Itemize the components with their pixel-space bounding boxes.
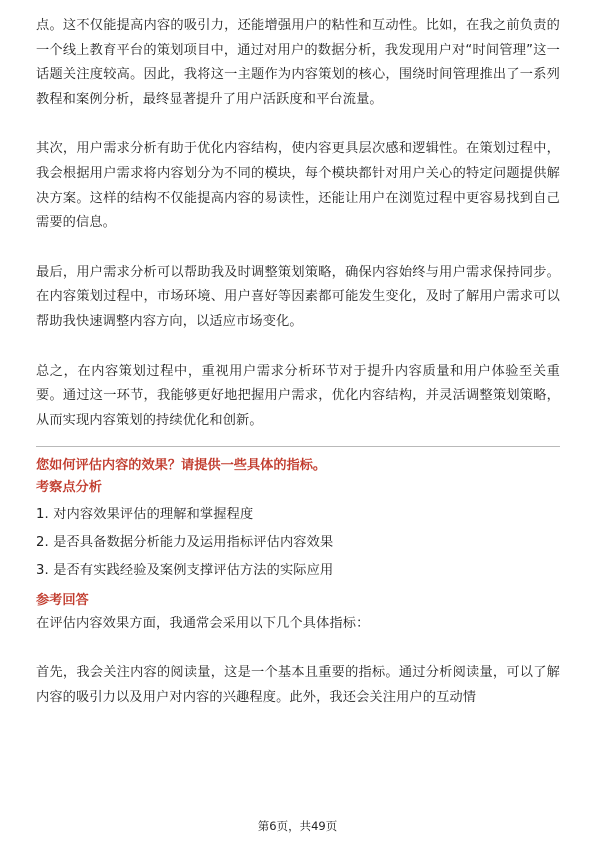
question-heading: 您如何评估内容的效果？请提供一些具体的指标。 bbox=[36, 458, 327, 474]
analysis-item: 2. 是否具备数据分析能力及运用指标评估内容效果 bbox=[36, 534, 334, 550]
reference-paragraph: 首先，我会关注内容的阅读量，这是一个基本且重要的指标。通过分析阅读量，可以了解内容的吸引力以及用户对内容的兴趣程度。此外，我还会关注用户的互动情 bbox=[36, 665, 560, 705]
page-footer: 第6页，共49页 bbox=[257, 819, 338, 833]
body-paragraph: 总之，在内容策划过程中，重视用户需求分析环节对于提升内容质量和用户体验至关重要。通过这一环节，我能够更好地把握用户需求，优化内容结构，并灵活调整策划策略，从而实现内容策划的持续优化和创新。 bbox=[36, 363, 560, 428]
body-paragraph: 其次，用户需求分析有助于优化内容结构，使内容更具层次感和逻辑性。在策划过程中，我会根据用户需求将内容划分为不同的模块，每个模块都针对用户关心的特定问题提供解决方案。这样的结构不仅能提高内容的易读性，还能让用户在浏览过程中更容易找到自己需要的信息。 bbox=[36, 141, 560, 231]
body-paragraph: 点。这不仅能提高内容的吸引力，还能增强用户的粘性和互动性。比如，在我之前负责的一个线上教育平台的策划项目中，通过对用户的数据分析，我发现用户对“时间管理”这一话题关注度较高。因此，我将这一主题作为内容策划的核心，围绕时间管理推出了一系列教程和案例分析，最终显著提升了用户活跃度和平台流量。 bbox=[36, 18, 560, 107]
section-divider bbox=[36, 446, 560, 447]
analysis-label: 考察点分析 bbox=[36, 480, 102, 496]
reference-intro: 在评估内容效果方面，我通常会采用以下几个具体指标： bbox=[36, 616, 370, 632]
analysis-item: 1. 对内容效果评估的理解和掌握程度 bbox=[36, 507, 254, 523]
paragraph-spacer bbox=[36, 236, 560, 261]
analysis-list bbox=[36, 501, 560, 584]
paragraph-spacer bbox=[36, 335, 560, 360]
body-paragraph: 最后，用户需求分析可以帮助我及时调整策划策略，确保内容始终与用户需求保持同步。在内容策划过程中，市场环境、用户喜好等因素都可能发生变化，及时了解用户需求可以帮助我快速调整内容方向，以适应市场变化。 bbox=[36, 264, 560, 329]
reference-label: 参考回答 bbox=[36, 593, 89, 609]
page-content bbox=[36, 14, 560, 710]
analysis-item: 3. 是否有实践经验及案例支撑评估方法的实际应用 bbox=[36, 562, 334, 578]
paragraph-spacer bbox=[36, 636, 560, 661]
paragraph-spacer bbox=[36, 112, 560, 137]
